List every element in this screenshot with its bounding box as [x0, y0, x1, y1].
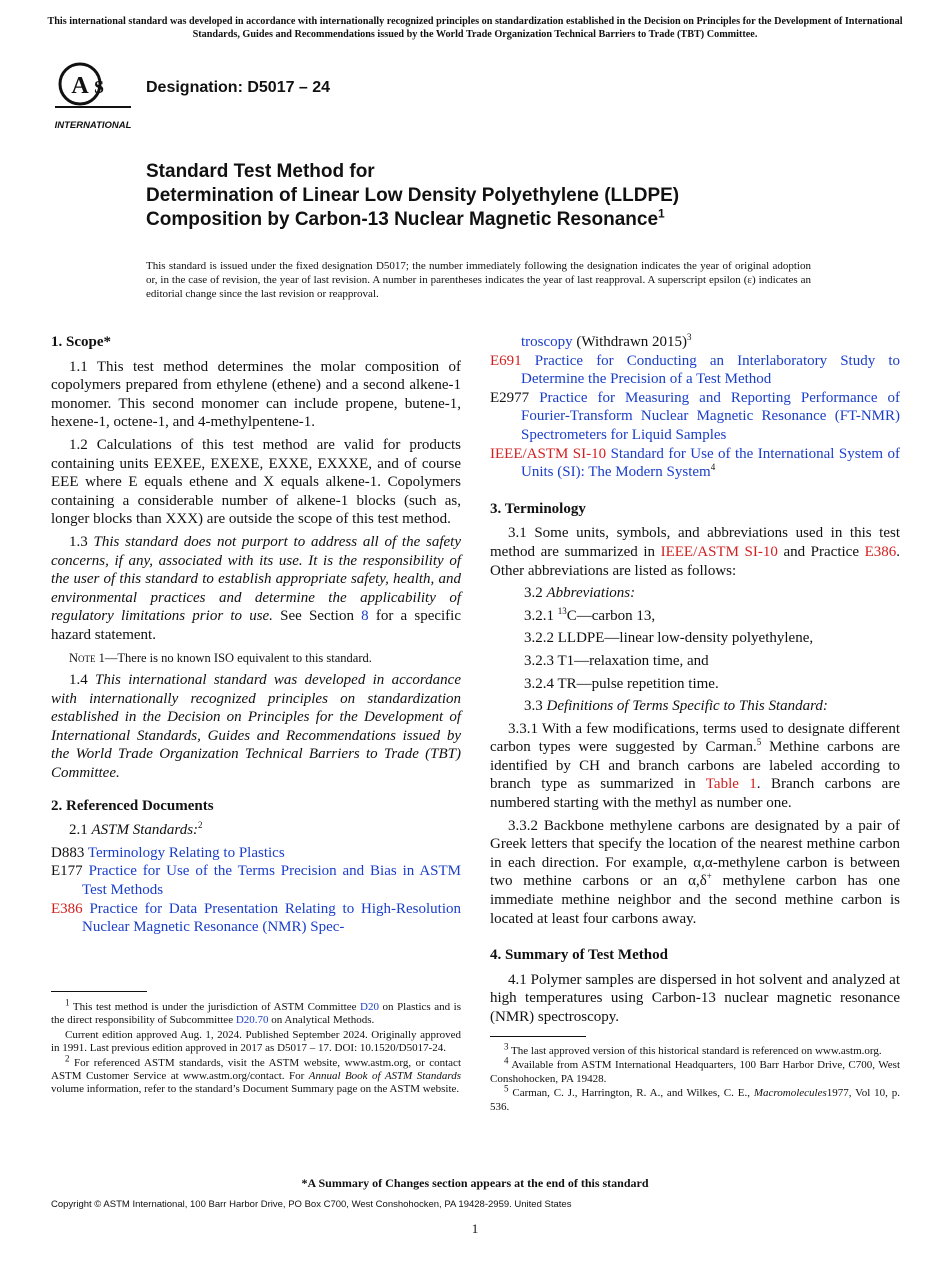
si10-link[interactable]: IEEE/ASTM SI-10: [660, 543, 778, 560]
ref-d883-link[interactable]: Terminology Relating to Plastics: [87, 844, 285, 861]
abbrev-3-2-1: 3.2.1 $^{13}$C—carbon 13,: [524, 605, 656, 624]
section-8-link[interactable]: 8: [361, 608, 369, 625]
right-column: [490, 333, 900, 1031]
svg-text:A: A: [71, 73, 89, 99]
ref-e2977: E2977 Practice for Measuring and Reporting Performance of Fourier-Transform Nuclear Magnetic Resonance (FT-NMR) Spectrometers for Liquid Samples: [490, 389, 900, 443]
e386-link[interactable]: E386: [864, 543, 897, 560]
ref-d883: D883 Terminology Relating to Plastics: [51, 844, 285, 861]
paragraph-3-1: 3.1 Some units, symbols, and abbreviations used in this test method are summarized in IEEE/ASTM SI-10 and Practice E386. Other abbreviations are listed as follows:: [490, 525, 900, 579]
section-heading-summary: 4. Summary of Test Method: [490, 947, 668, 964]
ref-e177: E177 Practice for Use of the Terms Precision and Bias in ASTM Test Methods: [51, 863, 462, 899]
copyright: Copyright © ASTM International, 100 Barr Harbor Drive, PO Box C700, West Conshohocken, PA 19428-2959. United States: [51, 1199, 572, 1210]
footnotes-right: [490, 1041, 900, 1115]
designation: Designation: D5017 – 24: [146, 79, 331, 96]
ref-e691-link[interactable]: Practice for Conducting an Interlaboratory Study to Determine the Precision of a Test Method: [521, 352, 900, 388]
ref-si10: IEEE/ASTM SI-10 Standard for Use of the International System of Units (SI): The Modern System$^4$: [490, 445, 900, 481]
abbrev-3-2-2: 3.2.2 LLDPE—linear low-density polyethylene,: [524, 630, 814, 647]
paragraph-4-1: 4.1 Polymer samples are dispersed in hot solvent and analyzed at high temperatures using Carbon-13 nuclear magnetic resonance (NMR) spectroscopy.: [490, 971, 900, 1025]
footnotes-left: [51, 997, 461, 1098]
svg-text:INTERNATIONAL: INTERNATIONAL: [54, 120, 132, 131]
ref-e386-continued: troscopy (Withdrawn 2015)$^3$: [521, 332, 692, 350]
footnote-1-edition: Current edition approved Aug. 1, 2024. Published September 2024. Originally approved in 1991. Last previous edition approved in 2017 as D5017 – 17. DOI: 10.1520/D5017-24.: [51, 1028, 461, 1055]
footnote-2: $^2$ For referenced ASTM standards, visit the ASTM website, www.astm.org, or contact ASTM Customer Service at www.astm.org/contact. For Annual Book of ASTM Standards volume information, refer to the standard’s Document Summary page on the ASTM website.: [51, 1052, 461, 1096]
section-heading-terminology: 3. Terminology: [490, 500, 586, 517]
abbrev-3-2-4: 3.2.4 TR—pulse repetition time.: [524, 675, 719, 692]
footnote-5: $^5$ Carman, C. J., Harrington, R. A., and Wilkes, C. E., Macromolecules1977, Vol 10, p. 536.: [490, 1083, 900, 1113]
ref-si10-code-link[interactable]: IEEE/ASTM SI-10: [490, 445, 607, 462]
section-heading-scope: 1. Scope*: [51, 334, 111, 350]
issue-note: This standard is issued under the fixed designation D5017; the number immediately following the designation indicates the year of original adoption or, in the case of revision, the year of last revision. A number in parentheses indicates the year of last reapproval. A superscript epsilon (ε) indicates an editorial change since the last revision or reapproval.: [146, 260, 811, 300]
ref-e2977-link[interactable]: Practice for Measuring and Reporting Performance of Fourier-Transform Nuclear Magnetic Resonance (FT-NMR) Spectrometers for Liquid Samples: [521, 389, 900, 443]
ref-e386-code-link[interactable]: E386: [51, 900, 83, 917]
ref-e691: [490, 352, 900, 389]
ref-e386-link[interactable]: Practice for Data Presentation Relating to High-Resolution Nuclear Magnetic Resonance (NMR) Spec-: [82, 900, 461, 936]
paragraph-3-3-2: 3.3.2 Backbone methylene carbons are designated by a pair of Greek letters that specify the location of the nearest methine carbon in each direction. For example, α,α-methylene carbon is between two methine carbons or an α,δ+ methylene carbon has one immediate methine neighbor and the second methine carbon is located at least four carbons away.: [490, 817, 900, 927]
section-heading-referenced-documents: 2. Referenced Documents: [51, 797, 214, 814]
note-1: Note 1—There is no known ISO equivalent to this standard.: [69, 650, 372, 665]
paragraph-1-2: 1.2 Calculations of this test method are valid for products containing units EEXEE, EXEXE, EXXE, EXXXE, and of course EEE where E equals ethene and X equals alkene-1. Copolymers containing a considerable number of alkene-1 blocks (such as, longer blocks than XXX) are outside the scope of this test method.: [51, 436, 461, 528]
left-column: [51, 333, 461, 937]
paragraph-1-1: 1.1 This test method determines the molar composition of copolymers prepared from ethylene (ethene) and a second alkene-1 monomer. This second monomer can include propene, butene-1, hexene-1, octene-1, and 4-methylpentene-1.: [51, 358, 461, 431]
footnote-rule-left: [51, 991, 147, 992]
paragraph-2-1: 2.1 ASTM Standards:$^2$: [69, 820, 203, 839]
footnote-4: $^4$ Available from ASTM International Headquarters, 100 Barr Harbor Drive, C700, West Conshohocken, PA 19428.: [490, 1055, 900, 1085]
wto-note: This international standard was developed in accordance with internationally recognized principles on standardization established in the Decision on Principles for the Development of International Standards, Guides and Recommendations issued by the World Trade Organization Technical Barriers to Trade (TBT) Committee.: [47, 16, 903, 40]
footnote-rule-right: [490, 1036, 586, 1037]
d20-70-link[interactable]: D20.70: [235, 1014, 269, 1027]
abbrev-3-2-3: 3.2.3 T1—relaxation time, and: [524, 652, 709, 669]
astm-logo: [52, 56, 134, 134]
ref-e177-link[interactable]: Practice for Use of the Terms Precision and Bias in ASTM Test Methods: [82, 863, 462, 899]
footnote-3: $^3$ The last approved version of this historical standard is referenced on www.astm.org.: [504, 1041, 882, 1057]
ref-e386: [51, 900, 461, 937]
paragraph-1-4: 1.4 This international standard was developed in accordance with internationally recognized principles on standardization established in the Decision on Principles for the Development of International Standards, Guides and Recommendations issued by the World Trade Organization Technical Barriers to Trade (TBT) Committee.: [51, 672, 461, 782]
ref-e691-code-link[interactable]: E691: [490, 352, 522, 369]
svg-text:S: S: [93, 77, 105, 97]
d20-link[interactable]: D20: [360, 1001, 379, 1013]
paragraph-3-3: 3.3 Definitions of Terms Specific to This Standard:: [524, 698, 828, 715]
paragraph-1-3: 1.3 This standard does not purport to address all of the safety concerns, if any, associated with its use. It is the responsibility of the user of this standard to establish appropriate safety, health, and environmental practices and determine the applicability of regulatory limitations prior to use. See Section 8 for a specific hazard statement.: [51, 533, 462, 643]
ref-si10-link[interactable]: Standard for Use of the International System of Units (SI): The Modern System: [521, 445, 900, 481]
footnote-1: $^1$ This test method is under the jurisdiction of ASTM Committee D20 on Plastics and is the direct responsibility of Subcommittee D20.70 on Analytical Methods.: [51, 997, 461, 1027]
table-1-link[interactable]: Table 1: [705, 776, 757, 793]
summary-of-changes-note: *A Summary of Changes section appears at the end of this standard: [301, 1176, 649, 1190]
paragraph-3-3-1: 3.3.1 With a few modifications, terms used to designate different carbon types were suggested by Carman.$^5$ Methine carbons are identified by CH and branch carbons are labeled according to branch type as summarized in Table 1. Branch carbons are numbered starting with the methyl as number one.: [490, 720, 900, 812]
page-number: 1: [471, 1221, 479, 1236]
document-title: Standard Test Method for Determination of Linear Low Density Polyethylene (LLDPE) Composition by Carbon-13 Nuclear Magnetic Resonance$^1$: [146, 161, 680, 230]
paragraph-3-2: 3.2 Abbreviations:: [524, 585, 636, 602]
